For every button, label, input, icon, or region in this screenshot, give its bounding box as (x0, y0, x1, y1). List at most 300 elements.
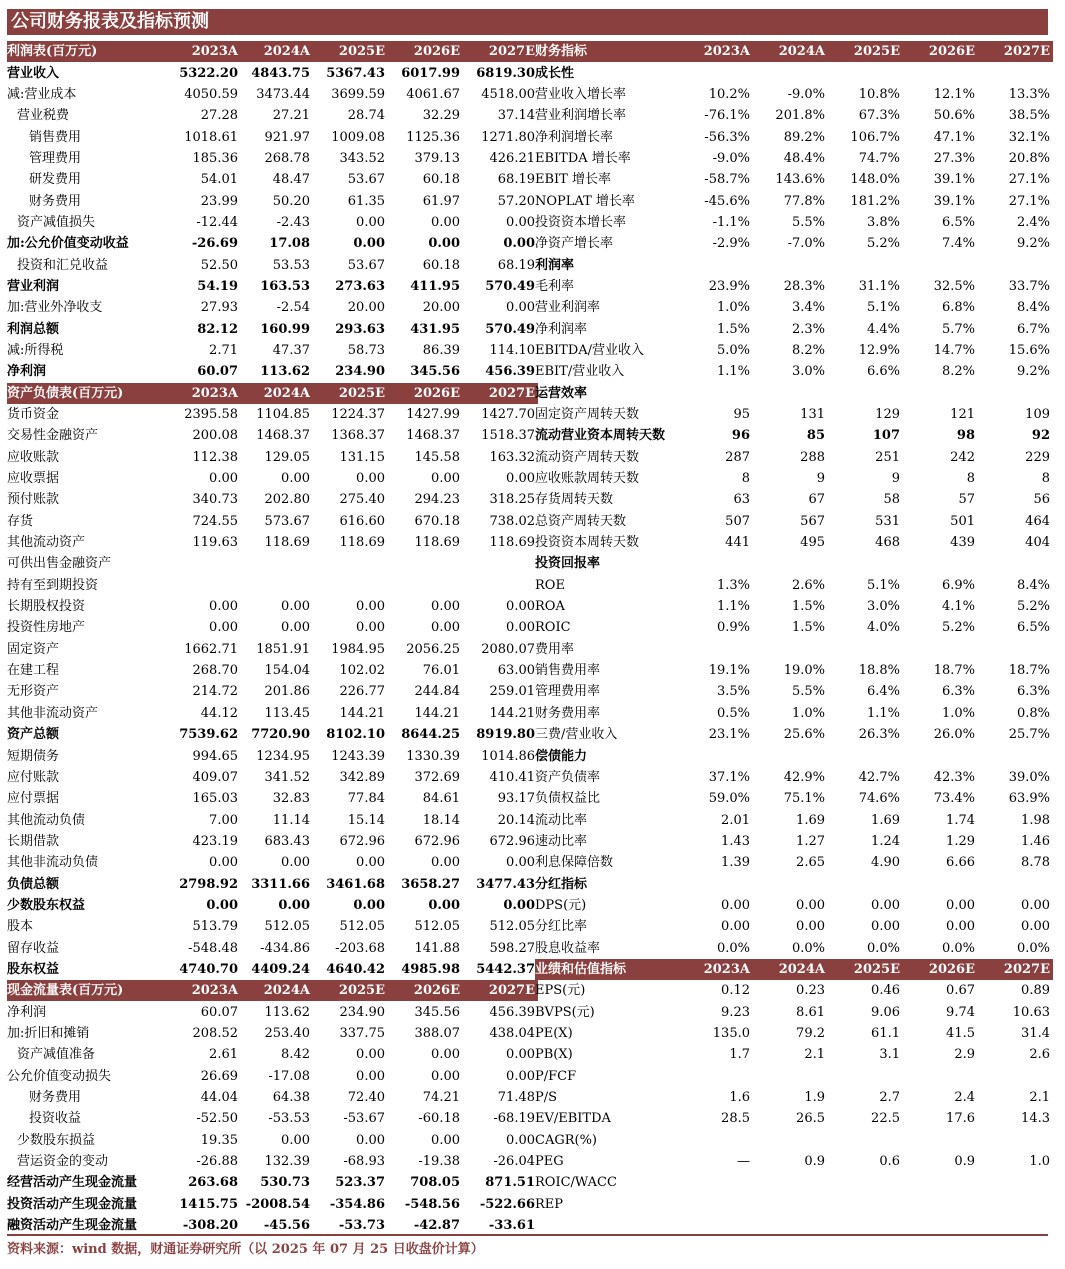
table-row (7, 212, 538, 233)
row-value: 75.1% (783, 791, 825, 807)
row-value: 74.21 (422, 1090, 460, 1106)
row-value: 0.00 (281, 1132, 310, 1148)
row-value: 1271.80 (481, 129, 535, 145)
row-label: 成长性 (535, 65, 575, 81)
row-value: 724.55 (192, 513, 238, 529)
table-row (7, 148, 538, 169)
year-header: 2027E (463, 41, 538, 62)
row-value: 0.00 (721, 919, 750, 935)
row-value: 47.1% (933, 129, 975, 145)
row-value: 1662.71 (184, 641, 238, 657)
row-value: 60.07 (200, 1004, 238, 1020)
row-value (241, 575, 313, 596)
year-header: 2025E (828, 959, 903, 980)
row-value: 118.69 (264, 535, 310, 551)
row-value: 32.5% (933, 278, 975, 294)
row-value: 512.05 (414, 919, 460, 935)
row-value: 2.3% (791, 321, 825, 337)
row-label: PB(X) (535, 1047, 573, 1063)
row-value: 0.00 (356, 1132, 385, 1148)
row-value (753, 383, 828, 404)
row-value (903, 62, 978, 83)
row-value: 411.95 (410, 278, 460, 294)
table-row (535, 937, 1053, 958)
row-value (388, 575, 463, 596)
row-value: 2080.07 (481, 641, 535, 657)
year-header: 2023A (169, 980, 241, 1001)
row-value (903, 745, 978, 766)
row-value: 501 (950, 513, 975, 529)
row-value: 5442.37 (476, 961, 535, 977)
row-value: 1.7 (729, 1047, 750, 1063)
row-value: 61.35 (347, 193, 385, 209)
table-row (535, 980, 1053, 1001)
row-value: 234.90 (335, 364, 385, 380)
row-value: 0.0% (716, 940, 750, 956)
row-value: 41.5 (946, 1025, 975, 1041)
row-value: 118.69 (414, 535, 460, 551)
row-value: 6.3% (1016, 684, 1050, 700)
section-header (535, 41, 1053, 62)
row-value: 5322.20 (179, 65, 238, 81)
row-value: 1.5% (716, 321, 750, 337)
row-value: 26.5 (796, 1111, 825, 1127)
row-value: 388.07 (414, 1025, 460, 1041)
table-row (535, 575, 1053, 596)
row-value: 18.7% (933, 663, 975, 679)
year-header: 2027E (463, 980, 538, 1001)
row-value: 4.0% (866, 620, 900, 636)
row-label: 管理费用率 (535, 684, 601, 700)
row-value: 423.19 (192, 833, 238, 849)
row-value: 135.0 (712, 1025, 750, 1041)
section-header (7, 383, 538, 404)
row-value: 19.0% (783, 663, 825, 679)
row-value (828, 745, 903, 766)
table-row (7, 511, 538, 532)
row-value (828, 254, 903, 275)
row-value: 1.5% (791, 599, 825, 615)
row-value: 96 (731, 428, 750, 444)
row-value: 0.5% (716, 705, 750, 721)
row-label: 负债权益比 (535, 791, 601, 807)
row-value: 3473.44 (256, 86, 310, 102)
row-label: 预付账款 (7, 492, 60, 508)
table-row (7, 916, 538, 937)
row-value: 0.00 (506, 1132, 535, 1148)
row-value: 95 (733, 407, 750, 423)
row-value: 202.80 (264, 492, 310, 508)
row-label: 净利润 (7, 364, 47, 380)
row-value: 1.9 (804, 1090, 825, 1106)
row-value: 3311.66 (251, 876, 310, 892)
row-value (903, 1172, 978, 1193)
table-row (535, 212, 1053, 233)
row-label: 应收账款 (7, 449, 60, 465)
table-row (535, 1151, 1053, 1172)
row-value: -2.9% (712, 236, 750, 252)
row-value: 1.39 (721, 855, 750, 871)
row-value: 0.00 (506, 1047, 535, 1063)
row-value: 11.14 (272, 812, 310, 828)
row-value: 129 (875, 407, 900, 423)
row-value: 438.04 (489, 1025, 535, 1041)
row-value: 9.23 (721, 1004, 750, 1020)
row-value: 0.00 (281, 599, 310, 615)
row-value: 1.1% (716, 364, 750, 380)
row-value (753, 254, 828, 275)
row-value: 132.39 (264, 1154, 310, 1170)
table-row (535, 596, 1053, 617)
row-value (695, 745, 753, 766)
table-row (7, 297, 538, 318)
row-value: 0.00 (506, 855, 535, 871)
row-label: 利息保障倍数 (535, 855, 614, 871)
row-value (903, 639, 978, 660)
row-value: 201.8% (775, 108, 825, 124)
row-value: 121 (950, 407, 975, 423)
row-label: 无形资产 (7, 684, 60, 700)
row-value: 1.69 (796, 812, 825, 828)
row-value: 3658.27 (401, 876, 460, 892)
row-value: 0.00 (506, 300, 535, 316)
row-label: DPS(元) (535, 897, 587, 913)
row-value: 18.14 (422, 812, 460, 828)
row-label: 短期债务 (7, 748, 60, 764)
row-value: 0.00 (431, 1047, 460, 1063)
row-value: — (737, 1154, 750, 1170)
row-value: 234.90 (339, 1004, 385, 1020)
row-value: -42.87 (413, 1218, 460, 1234)
row-label: 固定资产周转天数 (535, 407, 640, 423)
row-value: 570.49 (485, 321, 535, 337)
row-value: 2.71 (209, 342, 238, 358)
row-value: 72.40 (347, 1090, 385, 1106)
row-value: 288 (800, 449, 825, 465)
row-value: 0.00 (503, 897, 535, 913)
row-value: 1.5% (791, 620, 825, 636)
row-value: 44.04 (200, 1090, 238, 1106)
row-value: 0.46 (871, 983, 900, 999)
row-value: 2.1 (1029, 1090, 1050, 1106)
row-label: 管理费用 (29, 150, 82, 166)
row-value: 1.3% (716, 577, 750, 593)
row-value: 28.3% (783, 278, 825, 294)
row-value: 0.89 (1021, 983, 1050, 999)
row-value: 410.41 (489, 769, 535, 785)
row-label: 资产减值准备 (17, 1047, 96, 1063)
table-row (7, 724, 538, 745)
row-value (695, 62, 753, 83)
row-value: 0.00 (281, 855, 310, 871)
row-value: 7.00 (209, 812, 238, 828)
row-value: 160.99 (260, 321, 310, 337)
row-value: 59.0% (708, 791, 750, 807)
table-row (535, 318, 1053, 339)
row-value: 9.74 (946, 1004, 975, 1020)
row-value: 1368.37 (331, 428, 385, 444)
row-value: 345.56 (414, 1004, 460, 1020)
row-value: 6.6% (866, 364, 900, 380)
row-label: 融资活动产生现金流量 (7, 1218, 138, 1234)
row-value: 0.00 (278, 897, 310, 913)
year-header: 2023A (695, 959, 753, 980)
row-label: 财务费用率 (535, 705, 601, 721)
row-value: 4.1% (941, 599, 975, 615)
row-value: 2.6% (791, 577, 825, 593)
row-value: 92 (1031, 428, 1050, 444)
row-value: 74.7% (858, 150, 900, 166)
row-label: ROE (535, 577, 565, 593)
row-label: 应付票据 (7, 791, 60, 807)
row-value: 0.00 (503, 236, 535, 252)
row-value: 1.43 (721, 833, 750, 849)
row-value: 58.73 (347, 342, 385, 358)
row-value: 37.14 (497, 108, 535, 124)
row-label: 销售费用 (29, 129, 82, 145)
row-value: -548.56 (404, 1196, 460, 1212)
row-value: 113.45 (264, 705, 310, 721)
table-row (535, 425, 1053, 446)
row-value: 38.5% (1008, 108, 1050, 124)
row-value: 0.00 (431, 214, 460, 230)
row-label: ROIC/WACC (535, 1175, 617, 1191)
row-value: 4640.42 (326, 961, 385, 977)
table-row (535, 1066, 1053, 1087)
row-value: 144.21 (489, 705, 535, 721)
table-row (7, 1044, 538, 1065)
row-value: 0.00 (428, 897, 460, 913)
row-value: -60.18 (418, 1111, 460, 1127)
row-value: 9.2% (1016, 236, 1050, 252)
table-row (7, 340, 538, 361)
table-row (7, 84, 538, 105)
row-value: 63.00 (497, 663, 535, 679)
row-label: 加:公允价值变动收益 (7, 236, 129, 252)
row-value: -308.20 (182, 1218, 238, 1234)
table-row (7, 361, 538, 382)
year-header: 2027E (463, 383, 538, 404)
row-value: 107 (872, 428, 900, 444)
table-row (7, 1172, 538, 1193)
row-value: 89.2% (783, 129, 825, 145)
row-value: 507 (725, 513, 750, 529)
row-value: 208.52 (192, 1025, 238, 1041)
row-label: 固定资产 (7, 641, 60, 657)
row-value: 86.39 (422, 342, 460, 358)
row-value (753, 1194, 828, 1215)
row-value: 64.38 (272, 1090, 310, 1106)
row-value: 8.42 (281, 1047, 310, 1063)
row-value: 512.05 (339, 919, 385, 935)
row-value: 8 (741, 471, 750, 487)
table-row (535, 254, 1053, 275)
row-value (313, 553, 388, 574)
row-label: ROA (535, 599, 565, 615)
row-value: 39.0% (1008, 769, 1050, 785)
row-value: 2.61 (209, 1047, 238, 1063)
row-value: 229 (1025, 449, 1050, 465)
year-header: 2025E (828, 41, 903, 62)
row-value: 4985.98 (401, 961, 460, 977)
row-value: 144.21 (339, 705, 385, 721)
row-label: 投资资本增长率 (535, 214, 627, 230)
row-value: 22.5 (871, 1111, 900, 1127)
table-row (535, 553, 1053, 574)
row-value: 3.1 (879, 1047, 900, 1063)
row-label: 流动营业资本周转天数 (535, 428, 666, 444)
row-label: 净利润率 (535, 321, 588, 337)
year-header: 2027E (978, 959, 1053, 980)
row-value: 598.27 (489, 940, 535, 956)
row-value: 3.8% (866, 214, 900, 230)
row-value: 15.14 (347, 812, 385, 828)
row-value: 1518.37 (481, 428, 535, 444)
row-value (828, 639, 903, 660)
row-value: 3699.59 (331, 86, 385, 102)
row-label: 投资回报率 (535, 556, 601, 572)
row-value: 214.72 (192, 684, 238, 700)
row-value: 0.00 (946, 897, 975, 913)
row-value (463, 553, 538, 574)
row-value (903, 254, 978, 275)
table-row (535, 126, 1053, 147)
row-value (978, 1130, 1053, 1151)
row-value: 426.21 (489, 150, 535, 166)
year-header: 2024A (241, 383, 313, 404)
row-value: -2008.54 (245, 1196, 310, 1212)
row-value: 456.39 (485, 364, 535, 380)
table-row (7, 596, 538, 617)
table-row (7, 468, 538, 489)
table-row (535, 489, 1053, 510)
table-row (7, 745, 538, 766)
table-row (535, 447, 1053, 468)
row-value: 10.8% (858, 86, 900, 102)
row-value (978, 1194, 1053, 1215)
year-header: 2026E (903, 41, 978, 62)
row-value (978, 745, 1053, 766)
row-value (169, 553, 241, 574)
row-value: 185.36 (192, 150, 238, 166)
row-value: 57 (958, 492, 975, 508)
table-row (7, 1194, 538, 1215)
row-value: 2.7 (879, 1090, 900, 1106)
row-value: 6.8% (941, 300, 975, 316)
row-value (695, 553, 753, 574)
row-value: 4518.00 (481, 86, 535, 102)
row-value: 42.9% (783, 769, 825, 785)
row-value: 144.21 (414, 705, 460, 721)
row-label: 研发费用 (29, 172, 82, 188)
row-value: 1851.91 (256, 641, 310, 657)
row-value (753, 873, 828, 894)
left-column (7, 41, 535, 1236)
row-value: 0.00 (356, 1047, 385, 1063)
year-header: 2023A (169, 383, 241, 404)
row-value (828, 383, 903, 404)
row-value: 165.03 (192, 791, 238, 807)
row-value: 3.0% (866, 599, 900, 615)
table-row (535, 148, 1053, 169)
table-row (7, 873, 538, 894)
row-value: 672.96 (339, 833, 385, 849)
table-row (535, 532, 1053, 553)
row-value: 1104.85 (256, 407, 310, 423)
row-value: 273.63 (335, 278, 385, 294)
row-value: -434.86 (260, 940, 310, 956)
row-value: 74.6% (858, 791, 900, 807)
row-value: 31.1% (858, 278, 900, 294)
row-value: 60.07 (197, 364, 238, 380)
table-row (535, 617, 1053, 638)
row-label: EBIT/营业收入 (535, 364, 625, 380)
table-row (535, 809, 1053, 830)
row-value: 6819.30 (476, 65, 535, 81)
row-label: 长期借款 (7, 833, 60, 849)
row-label: 交易性金融资产 (7, 428, 99, 444)
row-label: 其他非流动资产 (7, 705, 99, 721)
row-value: 85 (806, 428, 825, 444)
row-value: 102.02 (339, 663, 385, 679)
row-value (695, 873, 753, 894)
row-label: 营业利润 (7, 278, 60, 294)
row-value: 439 (950, 535, 975, 551)
row-value: 53.67 (347, 257, 385, 273)
row-value: 567 (800, 513, 825, 529)
row-value (695, 1066, 753, 1087)
table-row (7, 1108, 538, 1129)
row-value: 50.20 (272, 193, 310, 209)
row-value: 0.8% (1016, 705, 1050, 721)
row-value: -53.53 (268, 1111, 310, 1127)
row-label: BVPS(元) (535, 1004, 595, 1020)
row-value: 0.00 (209, 855, 238, 871)
table-row (535, 190, 1053, 211)
table-row (7, 809, 538, 830)
table-row (7, 937, 538, 958)
year-header: 2026E (903, 959, 978, 980)
row-label: EV/EBITDA (535, 1111, 611, 1127)
row-value: 251 (875, 449, 900, 465)
row-value: 114.10 (489, 342, 535, 358)
row-value: 2.6 (1029, 1047, 1050, 1063)
row-value: 0.00 (1021, 897, 1050, 913)
row-value: 5.5% (791, 214, 825, 230)
row-value (903, 1066, 978, 1087)
row-value: -45.56 (263, 1218, 310, 1234)
section-title: 财务指标 (535, 41, 695, 62)
row-label: 其他流动负债 (7, 812, 86, 828)
row-value (903, 1194, 978, 1215)
row-value: 54.01 (200, 172, 238, 188)
row-label: 财务费用 (29, 193, 82, 209)
row-value: 0.00 (431, 599, 460, 615)
row-value: 2395.58 (184, 407, 238, 423)
row-label: 财务费用 (29, 1090, 82, 1106)
table-row (535, 1194, 1053, 1215)
row-value: 67.3% (858, 108, 900, 124)
row-value: 48.4% (783, 150, 825, 166)
table-row (535, 681, 1053, 702)
row-value: 20.00 (422, 300, 460, 316)
row-value: 1243.39 (331, 748, 385, 764)
row-value: 8 (966, 471, 975, 487)
year-header: 2024A (241, 41, 313, 62)
row-value: 118.69 (339, 535, 385, 551)
row-value: 20.8% (1008, 150, 1050, 166)
row-label: 营业利润增长率 (535, 108, 627, 124)
